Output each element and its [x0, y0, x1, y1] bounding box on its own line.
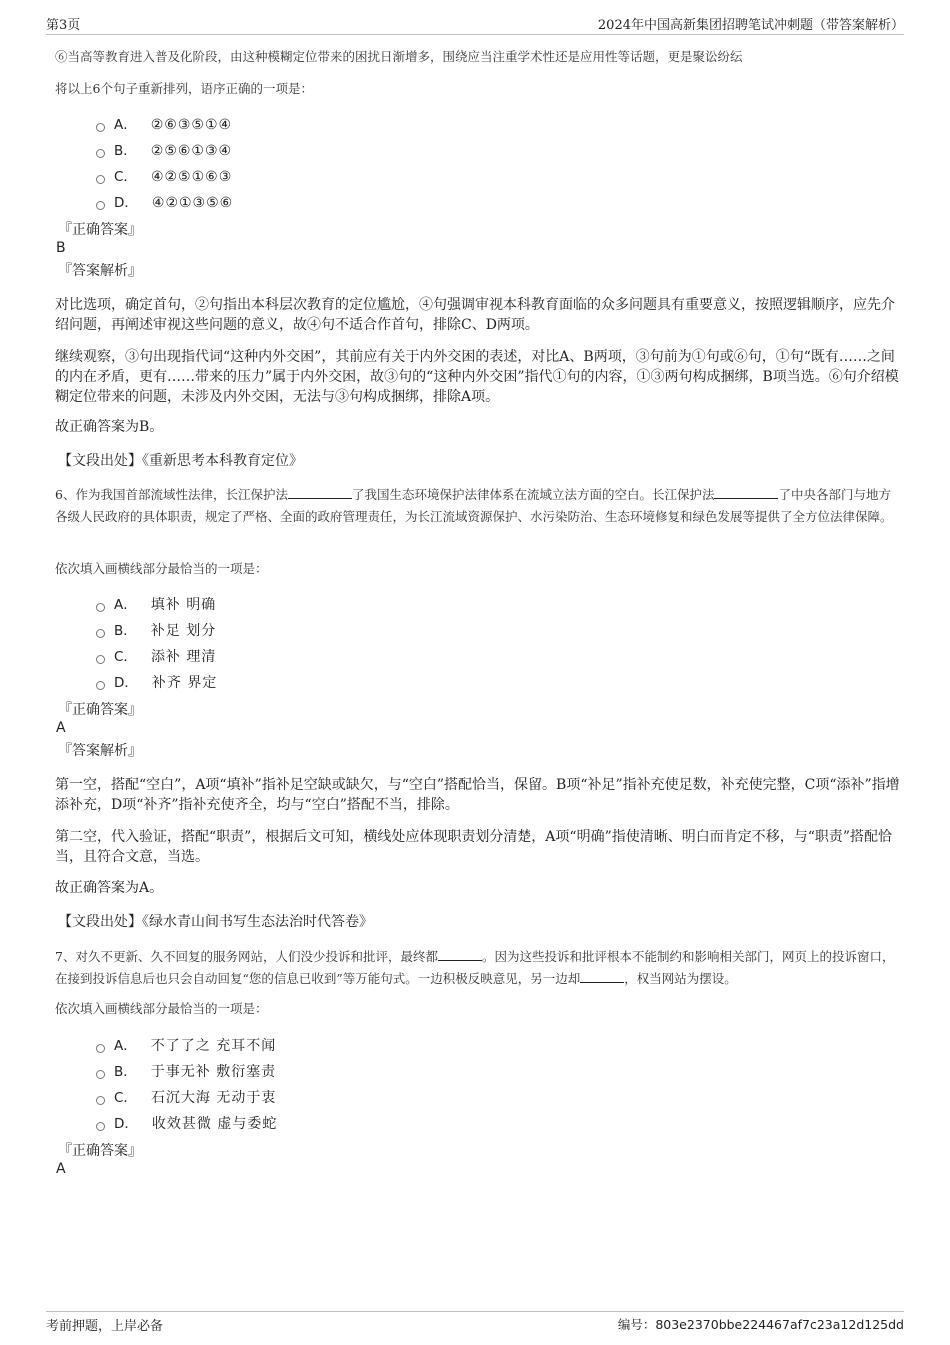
q7-option-b[interactable]: B． 于事无补 敷衍塞责 [96, 1062, 276, 1082]
q5-answer-label: 『正确答案』 [58, 222, 142, 238]
radio-icon[interactable] [96, 603, 105, 612]
q5-prompt: 将以上6个句子重新排列，语序正确的一项是： [55, 81, 313, 96]
footer-slogan: 考前押题，上岸必备 [46, 1319, 164, 1334]
q5-option-a[interactable]: A． ②⑥③⑤①④ [96, 115, 232, 135]
q6-analysis-1: 第一空，搭配“空白”，A项“填补”指补足空缺或缺欠，与“空白”搭配恰当，保留。B项“补足”指补充使足数，补充使完整，C项“添补”指增添补充，D项“补齐”指补充使齐全，均与“空白”搭配不当，排除。 [55, 777, 900, 813]
q6-answer: A [56, 720, 66, 736]
fill-blank [580, 970, 624, 983]
q7-stem: 7、对久不更新、久不回复的服务网站，人们没少投诉和批评，最终都 。因为这些投诉和批评根本不能制约和影响相关部门，网页上的投诉窗口，在接到投诉信息后也只会自动回复“您的信息已收到”等万能句式。一边积极反映意见，另一边却 ，权当网站为摆设。 [55, 949, 895, 986]
fill-blank [288, 486, 352, 499]
document-id: 编号：803e2370bbe224467af7c23a12d125dd [617, 1317, 904, 1332]
q5-answer: B [56, 240, 66, 256]
q6-stem: 6、作为我国首部流域性法律，长江保护法 了我国生态环境保护法律体系在流域立法方面的空白。长江保护法 了中央各部门与地方各级人民政府的具体职责，规定了严格、全面的政府管理责任，为长江流域资源保护、水污染防治、生态环境修复和绿色发展等提供了全方位法律保障。 [55, 487, 893, 524]
q7-prompt: 依次填入画横线部分最恰当的一项是： [55, 1001, 268, 1016]
radio-icon[interactable] [96, 201, 105, 210]
radio-icon[interactable] [96, 1070, 105, 1079]
q6-option-b[interactable]: B． 补足 划分 [96, 621, 216, 641]
radio-icon[interactable] [96, 1096, 105, 1105]
radio-icon[interactable] [96, 175, 105, 184]
q6-option-a[interactable]: A． 填补 明确 [96, 595, 216, 615]
q5-option-d[interactable]: D． ④②①③⑤⑥ [96, 193, 233, 213]
radio-icon[interactable] [96, 149, 105, 158]
q7-option-c[interactable]: C． 石沉大海 无动于衷 [96, 1088, 276, 1108]
q7-answer: A [56, 1161, 66, 1177]
q7-option-d[interactable]: D． 收效甚微 虚与委蛇 [96, 1114, 277, 1134]
document-title: 2024年中国高新集团招聘笔试冲刺题（带答案解析） [597, 18, 904, 33]
q5-option-c[interactable]: C． ④②⑤①⑥③ [96, 167, 232, 187]
q6-analysis-label: 『答案解析』 [58, 743, 142, 759]
q6-analysis-2: 第二空，代入验证，搭配“职责”，根据后文可知，横线处应体现职责划分清楚，A项“明确”指使清晰、明白而肯定不移，与“职责”搭配恰当，且符合文意，当选。 [55, 829, 893, 865]
q5-analysis-label: 『答案解析』 [58, 263, 142, 279]
q7-answer-label: 『正确答案』 [58, 1143, 142, 1159]
q5-sentence-6: ⑥当高等教育进入普及化阶段，由这种模糊定位带来的困扰日渐增多，围绕应当注重学术性还是应用性等话题，更是聚讼纷纭 [55, 49, 743, 64]
fill-blank [438, 948, 482, 961]
radio-icon[interactable] [96, 655, 105, 664]
q7-option-a[interactable]: A． 不了了之 充耳不闻 [96, 1036, 276, 1056]
radio-icon[interactable] [96, 123, 105, 132]
q5-analysis-2: 继续观察，③句出现指代词“这种内外交困”，其前应有关于内外交困的表述，对比A、B两项，③句前为①句或⑥句，①句“既有……之间的内在矛盾，更有……带来的压力”属于内外交困，故③句的“这种内外交困”指代①句的内容，①③两句构成捆绑，B项当选。⑥句介绍模糊定位带来的问题，未涉及内外交困，无法与③句构成捆绑，排除A项。 [55, 349, 899, 405]
q6-analysis-3: 故正确答案为A。 [55, 880, 164, 896]
radio-icon[interactable] [96, 681, 105, 690]
radio-icon[interactable] [96, 1122, 105, 1131]
q6-prompt: 依次填入画横线部分最恰当的一项是： [55, 561, 268, 576]
page-header [46, 14, 904, 35]
q5-source: 【文段出处】《重新思考本科教育定位》 [58, 453, 303, 469]
q5-option-b[interactable]: B． ②⑤⑥①③④ [96, 141, 232, 161]
radio-icon[interactable] [96, 629, 105, 638]
q5-analysis-3: 故正确答案为B。 [55, 419, 164, 435]
radio-icon[interactable] [96, 1044, 105, 1053]
q6-answer-label: 『正确答案』 [58, 702, 142, 718]
q6-source: 【文段出处】《绿水青山间书写生态法治时代答卷》 [58, 914, 373, 930]
q6-option-c[interactable]: C． 添补 理清 [96, 647, 216, 667]
page-number: 第3页 [46, 18, 81, 33]
q5-analysis-1: 对比选项，确定首句，②句指出本科层次教育的定位尴尬，④句强调审视本科教育面临的众多问题具有重要意义，按照逻辑顺序，应先介绍问题，再阐述审视这些问题的意义，故④句不适合作首句，排除C、D两项。 [55, 297, 895, 333]
q6-option-d[interactable]: D． 补齐 界定 [96, 673, 217, 693]
page-footer [46, 1311, 904, 1336]
fill-blank [714, 486, 778, 499]
